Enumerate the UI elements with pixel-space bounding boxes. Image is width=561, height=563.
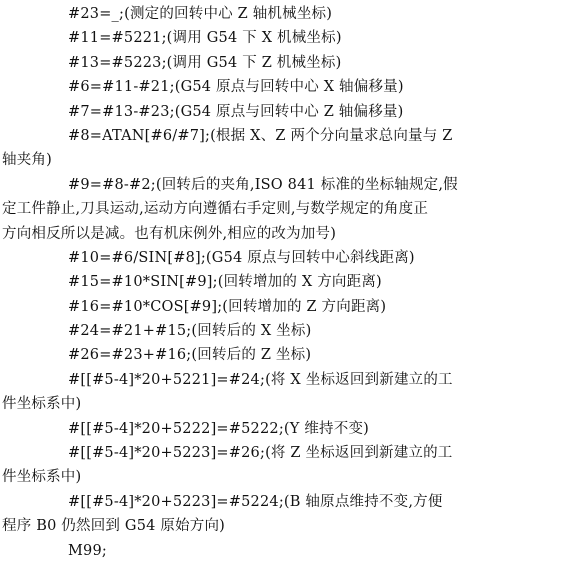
- code-line: M99;: [68, 542, 107, 559]
- code-line-continuation: 定工件静止,刀具运动,运动方向遵循右手定则,与数学规定的角度正: [2, 201, 429, 218]
- code-line: #16=#10*COS[#9];(回转增加的 Z 方向距离): [68, 298, 387, 315]
- code-line: #11=#5221;(调用 G54 下 X 机械坐标): [68, 30, 342, 47]
- code-line: #10=#6/SIN[#8];(G54 原点与回转中心斜线距离): [68, 249, 415, 266]
- code-line: #9=#8-#2;(回转后的夹角,ISO 841 标准的坐标轴规定,假: [68, 176, 458, 193]
- code-line-continuation: 件坐标系中): [2, 396, 82, 413]
- code-line: #[[#5-4]*20+5221]=#24;(将 X 坐标返回到新建立的工: [68, 371, 453, 388]
- code-line: #26=#23+#16;(回转后的 Z 坐标): [68, 347, 312, 364]
- code-line: #15=#10*SIN[#9];(回转增加的 X 方向距离): [68, 274, 382, 291]
- code-line-continuation: 轴夹角): [2, 152, 52, 169]
- code-line: #24=#21+#15;(回转后的 X 坐标): [68, 323, 312, 340]
- code-line: #[[#5-4]*20+5223]=#26;(将 Z 坐标返回到新建立的工: [68, 445, 453, 462]
- code-line: #[[#5-4]*20+5223]=#5224;(B 轴原点维持不变,方便: [68, 493, 443, 510]
- code-line-continuation: 件坐标系中): [2, 469, 82, 486]
- code-line: #13=#5223;(调用 G54 下 Z 机械坐标): [68, 54, 342, 71]
- code-line-continuation: 方向相反所以是减。也有机床例外,相应的改为加号): [2, 225, 337, 242]
- code-line-continuation: 程序 B0 仍然回到 G54 原始方向): [2, 518, 226, 535]
- code-line: #8=ATAN[#6/#7];(根据 X、Z 两个分向量求总向量与 Z: [68, 127, 453, 144]
- code-line: #[[#5-4]*20+5222]=#5222;(Y 维持不变): [68, 420, 370, 437]
- code-line: #23=_;(测定的回转中心 Z 轴机械坐标): [68, 6, 333, 22]
- code-line: #7=#13-#23;(G54 原点与回转中心 Z 轴偏移量): [68, 103, 404, 120]
- code-line: #6=#11-#21;(G54 原点与回转中心 X 轴偏移量): [68, 79, 404, 96]
